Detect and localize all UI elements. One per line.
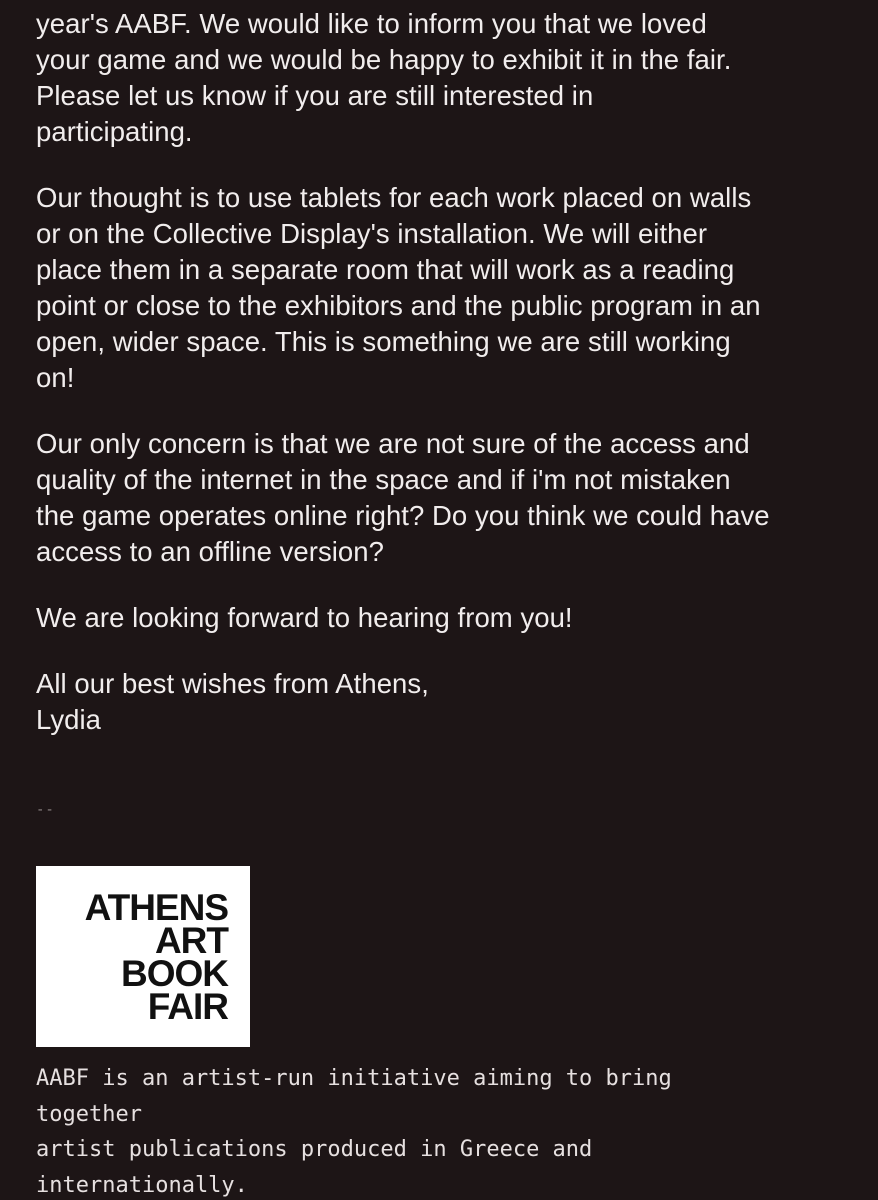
signature-line: artist publications produced in Greece and <box>36 1137 593 1162</box>
logo-line: BOOK <box>121 952 228 994</box>
signature-separator: -- <box>36 802 55 818</box>
body-line: participating. <box>36 116 193 147</box>
body-line: your game and we would be happy to exhibit it in the fair. <box>36 44 732 75</box>
body-line: year's AABF. We would like to inform you that we loved <box>36 8 707 39</box>
body-line: Please let us know if you are still interested in <box>36 80 594 111</box>
logo-line: ART <box>154 919 228 961</box>
email-paragraph-invitation <box>36 6 866 150</box>
signature-description <box>36 1061 866 1200</box>
signature-line: together <box>36 1101 142 1127</box>
sender-name: Lydia <box>36 704 101 735</box>
body-line: Our only concern is that we are not sure of the access and <box>36 428 750 459</box>
body-line: Our thought is to use tablets for each work placed on walls <box>36 182 752 213</box>
body-line: All our best wishes from Athens, <box>36 668 429 699</box>
body-line: access to an offline version? <box>36 536 384 567</box>
body-line: open, wider space. This is something we are still working <box>36 326 731 357</box>
signature-line: AABF is an artist-run initiative aiming to bring <box>36 1066 672 1091</box>
email-body <box>36 6 866 768</box>
body-line: place them in a separate room that will work as a reading <box>36 254 735 285</box>
email-paragraph-concern <box>36 426 866 570</box>
email-paragraph-closing <box>36 600 866 636</box>
body-line: on! <box>36 362 75 393</box>
athens-art-book-fair-logo <box>36 866 250 1047</box>
body-line: or on the Collective Display's installation. We will either <box>36 218 708 249</box>
logo-line: ATHENS <box>84 886 228 928</box>
body-line: We are looking forward to hearing from you! <box>36 602 573 633</box>
email-paragraph-plan <box>36 180 866 396</box>
body-line: the game operates online right? Do you think we could have <box>36 500 770 531</box>
signature-line: internationally. <box>36 1172 248 1198</box>
body-line: point or close to the exhibitors and the public program in an <box>36 290 761 321</box>
email-signoff <box>36 666 866 738</box>
logo-line: FAIR <box>147 985 228 1027</box>
body-line: quality of the internet in the space and if i'm not mistaken <box>36 464 731 495</box>
